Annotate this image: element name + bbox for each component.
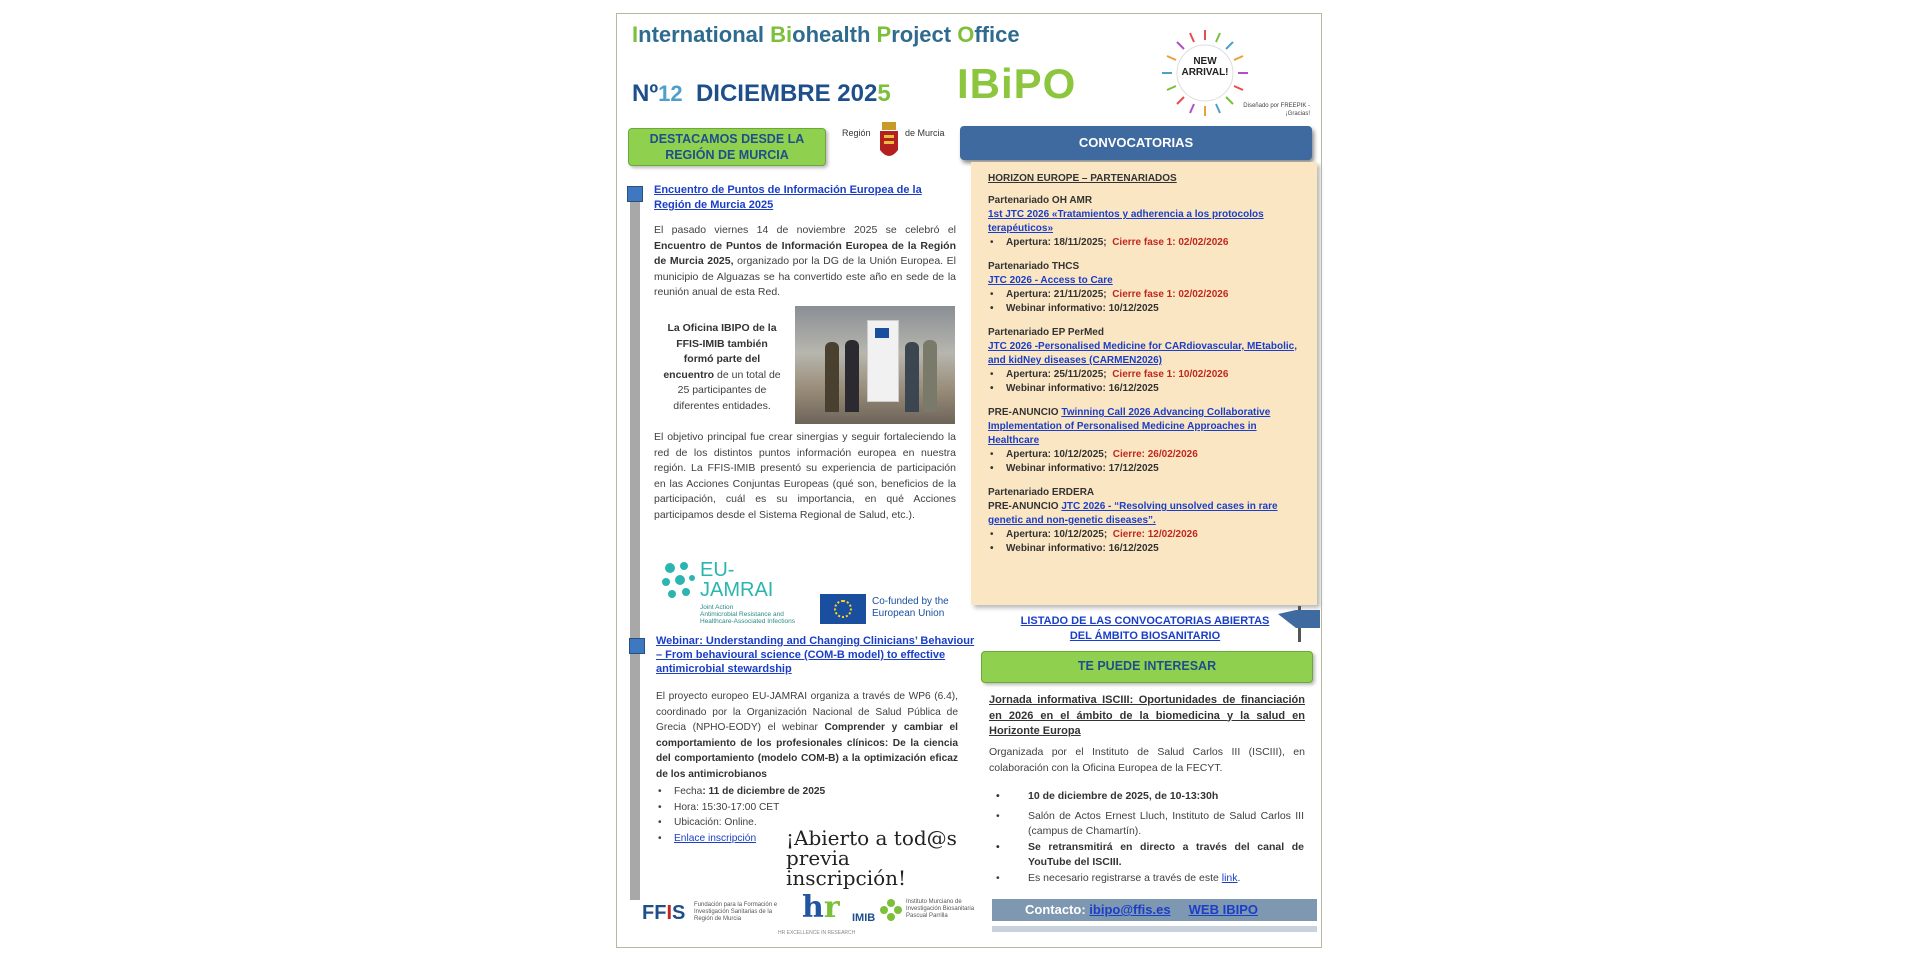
article2-title-link[interactable]: Webinar: Understanding and Changing Clinicians’ Behaviour – From behavioural science (COM-B model) to effective antimicrobial stewardship	[656, 635, 975, 675]
register-text: Es necesario registrarse a través de este	[1028, 871, 1222, 884]
title-initial-o: O	[957, 22, 975, 47]
cierre: Cierre: 26/02/2026	[1112, 449, 1198, 460]
call-dates	[988, 528, 1298, 556]
contact-bar	[992, 899, 1317, 921]
call-prefix: PRE-ANUNCIO	[988, 407, 1062, 418]
cierre: Cierre fase 1: 02/02/2026	[1112, 289, 1229, 300]
tab-convocatorias: CONVOCATORIAS	[960, 126, 1312, 160]
title-part: roject	[891, 22, 958, 47]
p-text: organizado por la DG de la Unión Europea. El municipio de Alguazas se ha convertido este año en sede de la reunión anual de esta Red.	[654, 255, 956, 298]
eu-flag-icon	[875, 328, 889, 338]
title-part: ffice	[974, 22, 1020, 47]
webinar: • Webinar informativo: 17/12/2025	[988, 462, 1298, 476]
issue-line	[632, 80, 891, 108]
article2-paragraph	[656, 689, 958, 782]
jamrai-logo-text	[700, 560, 773, 600]
p-text: El proyecto europeo EU-JAMRAI organiza a través de WP6 (6.4), coordinado por la Organización Nacional de Salud Pública de Grecia (NPHO-EODY) el webinar	[656, 691, 958, 733]
call-item	[988, 260, 1298, 316]
contact-email-link[interactable]: ibipo@ffis.es	[1089, 902, 1171, 917]
register-end: .	[1237, 871, 1241, 884]
title-part: ohealth	[792, 22, 877, 47]
call-dates	[988, 236, 1298, 250]
title-part: nternational	[638, 22, 771, 47]
p-text: de un total de 25 participantes de diferentes entidades.	[673, 368, 781, 412]
imib-abbr: IMIB	[852, 912, 876, 924]
call-name: Partenariado EP PerMed	[988, 327, 1104, 338]
call-link[interactable]: JTC 2026 - “Resolving unsolved cases in rare genetic and non-genetic diseases”.	[988, 501, 1278, 526]
stamp-credit: Diseñado por FREEPIK - ¡Gracias!	[1243, 103, 1310, 117]
handwritten-note	[786, 828, 966, 888]
jornada-stream: • Se retransmitirá en directo a través del canal de YouTube del ISCIII.	[994, 840, 1304, 871]
call-name: Partenariado OH AMR	[988, 195, 1093, 206]
listado-text[interactable]: LISTADO DE LAS CONVOCATORIAS ABIERTAS DEL ÁMBITO BIOSANITARIO	[1020, 615, 1270, 642]
webinar: • Webinar informativo: 16/12/2025	[988, 382, 1298, 396]
cierre: Cierre: 12/02/2026	[1112, 529, 1198, 540]
detail-fecha	[656, 784, 856, 800]
tab-destacamos: DESTACAMOS DESDE LA REGIÓN DE MURCIA	[628, 128, 826, 166]
enlace-inscripcion-link[interactable]: Enlace inscripción	[674, 832, 757, 844]
hand-b: previa inscripción!	[786, 846, 907, 890]
webinar: • Webinar informativo: 16/12/2025	[988, 542, 1298, 556]
jornada-title[interactable]: Jornada informativa ISCIII: Oportunidades de financiación en 2026 en el ámbito de la biomedicina y la salud en Horizonte Europa	[989, 694, 1305, 737]
issue-month: DICIEMBRE 20	[695, 80, 864, 107]
cierre: Cierre fase 1: 02/02/2026	[1112, 237, 1229, 248]
issue-number: 12	[658, 81, 683, 106]
fecha-value: : 11 de diciembre de 2025	[702, 786, 826, 797]
jornada-details	[994, 789, 1304, 886]
issue-year-digit-accent: 5	[877, 80, 891, 107]
title-initial-i: I	[632, 22, 639, 47]
apertura: Apertura: 18/11/2025;	[1006, 237, 1107, 248]
jamrai-a: EU-	[700, 559, 735, 581]
call-dates	[988, 368, 1298, 396]
p-bold: Comprender y cambiar el comportamiento de los profesionales clínicos: De la ciencia del comportamiento (modelo COM-B) a la optimización eficaz de los antimicrobianos	[656, 722, 958, 780]
region-murcia-logo	[842, 128, 871, 138]
murcia-text: Región	[842, 128, 871, 138]
call-link[interactable]: Twinning Call 2026 Advancing Collaborative Implementation of Personalised Medicine Approaches in Healthcare	[988, 407, 1271, 446]
murcia-crest-icon	[878, 122, 900, 162]
title-initial-b: B	[770, 22, 787, 47]
timeline-bar	[630, 188, 640, 900]
contact-bar-shadow	[992, 926, 1317, 932]
person-figure	[825, 342, 839, 412]
tab-te-puede-interesar: TE PUEDE INTERESAR	[981, 651, 1313, 683]
person-figure	[923, 340, 937, 412]
imib-flower-icon	[880, 898, 902, 922]
call-prefix: PRE-ANUNCIO	[988, 501, 1062, 512]
detail-ubicacion: • Ubicación: Online.	[656, 815, 856, 831]
fecha-label: Fecha	[674, 786, 703, 797]
meeting-photo	[795, 306, 955, 424]
jamrai-subtitle	[700, 604, 795, 625]
hand-a: ¡Abierto a tod@s	[786, 826, 957, 850]
sub: Antimicrobial Resistance and	[700, 611, 784, 618]
apertura: Apertura: 10/12/2025;	[1006, 529, 1108, 540]
call-link[interactable]: 1st JTC 2026 «Tratamientos y adherencia a los protocolos terapéuticos»	[988, 209, 1264, 234]
ffis-logo-mark: FFIS	[642, 902, 686, 924]
call-link[interactable]: JTC 2026 - Access to Care	[988, 275, 1113, 286]
hr-logo-caption: HR EXCELLENCE IN RESEARCH	[778, 930, 856, 936]
jornada-place: • Salón de Actos Ernest Lluch, Instituto de Salud Carlos III (campus de Chamartín).	[994, 809, 1304, 840]
web-ibipo-link[interactable]: WEB IBIPO	[1188, 902, 1258, 917]
ibipo-logo: IBiPO	[957, 60, 1077, 107]
jamrai-b: JAMRAI	[700, 579, 774, 601]
contact-label: Contacto:	[1025, 902, 1090, 917]
call-link[interactable]: JTC 2026 -Personalised Medicine for CARdiovascular, MEtabolic, and kidNey diseases (CARMEN2026)	[988, 341, 1297, 366]
call-name: Partenariado THCS	[988, 261, 1080, 272]
p-bold: Encuentro de Puntos de Información Europea de la Región de Murcia 2025,	[654, 239, 956, 267]
jornada-register	[994, 871, 1304, 887]
issue-prefix: Nº	[632, 80, 659, 107]
jornada-date: • 10 de diciembre de 2025, de 10-13:30h	[994, 789, 1304, 805]
title-initial-i2: i	[786, 22, 793, 47]
convocatorias-list	[988, 172, 1298, 556]
apertura: Apertura: 10/12/2025;	[1006, 449, 1108, 460]
call-item	[988, 406, 1298, 476]
issue-year-digit: 2	[863, 80, 878, 107]
ffis-logo-text: Fundación para la Formación e Investigación Sanitarias de la Región de Murcia	[694, 902, 778, 922]
listado-convocatorias-link[interactable]	[1020, 614, 1270, 644]
apertura: Apertura: 25/11/2025;	[1006, 369, 1107, 380]
bullet-square-icon	[629, 638, 645, 654]
hr-logo: hr	[802, 890, 840, 925]
newsletter-title	[632, 22, 1020, 48]
p-bold: La Oficina IBIPO de la FFIS-IMIB también formó parte del encuentro	[663, 322, 777, 381]
eu-cofunded-text: Co-funded by the European Union	[872, 596, 949, 619]
person-figure	[905, 342, 919, 412]
article1-paragraph2: El objetivo principal fue crear sinergias y seguir fortaleciendo la red de los distintos puntos información europea en nuestra región. La FFIS-IMIB presentó su experiencia de participación en las Acciones Conjuntas Europeas (qué son, beneficios de la participación, cuál es su importancia, en qué Acciones participamos desde el Sistema Regional de Salud, etc.).	[654, 431, 956, 521]
sub: Healthcare-Associated Infections	[700, 618, 796, 625]
cierre: Cierre fase 1: 10/02/2026	[1112, 369, 1229, 380]
bullet-square-icon	[627, 186, 643, 202]
imib-logo-text: Instituto Murciano de Investigación Biosanitaria Pascual Parrilla	[906, 899, 975, 919]
article1-side-text	[662, 321, 782, 414]
jornada-paragraph: Organizada por el Instituto de Salud Carlos III (ISCIII), en colaboración con la Oficina Europea de la FECYT.	[989, 746, 1305, 774]
apertura: Apertura: 21/11/2025;	[1006, 289, 1107, 300]
call-item	[988, 326, 1298, 396]
eu-flag-icon	[820, 594, 866, 624]
murcia-text-b: de Murcia	[905, 128, 945, 138]
register-link[interactable]: link	[1221, 871, 1238, 884]
article1-title-link[interactable]: Encuentro de Puntos de Información Europea de la Región de Murcia 2025	[654, 184, 922, 211]
contact-line	[1025, 902, 1258, 917]
p-text: El pasado viernes 14 de noviembre 2025 se celebró el	[654, 224, 956, 236]
call-dates	[988, 448, 1298, 476]
person-figure	[845, 340, 859, 412]
horizon-europe-heading: HORIZON EUROPE – PARTENARIADOS	[988, 173, 1177, 184]
jamrai-molecule-icon	[660, 560, 698, 600]
signpost-arrow-icon	[1276, 606, 1320, 642]
call-item	[988, 194, 1298, 250]
article1-paragraph1	[654, 223, 956, 301]
detail-hora: • Hora: 15:30-17:00 CET	[656, 800, 856, 816]
stamp-text: NEW ARRIVAL!	[1181, 56, 1229, 78]
title-initial-p: P	[876, 22, 892, 47]
sub: Joint Action	[700, 604, 734, 611]
call-item	[988, 486, 1298, 556]
call-dates	[988, 288, 1298, 316]
webinar: • Webinar informativo: 10/12/2025	[988, 302, 1298, 316]
call-name: Partenariado ERDERA	[988, 487, 1095, 498]
